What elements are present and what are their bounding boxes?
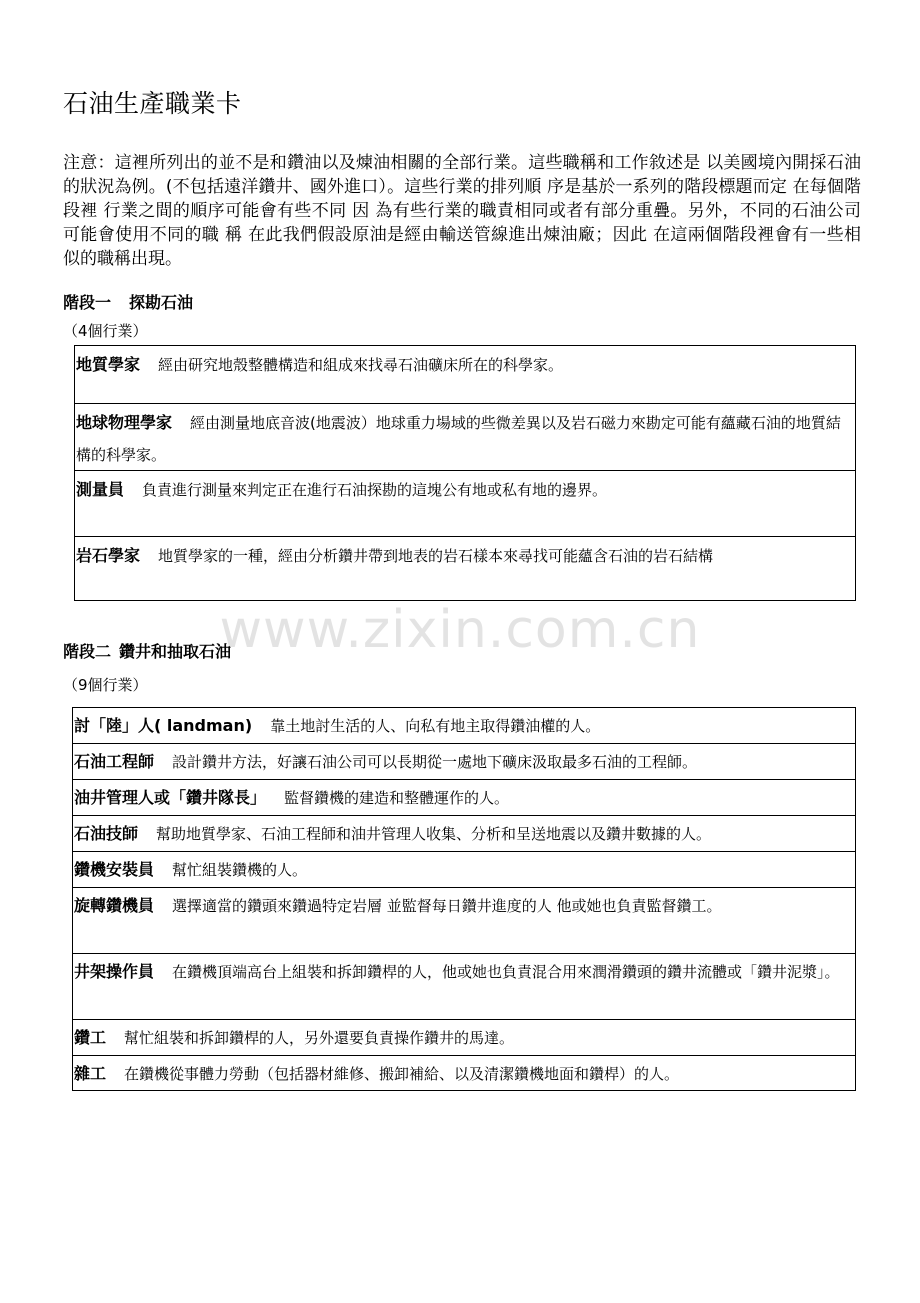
job-title: 鑽機安裝員 — [74, 860, 155, 879]
job-description: 地質學家的一種，經由分析鑽井帶到地表的岩石樣本來尋找可能蘊含石油的岩石結構 — [158, 547, 714, 565]
job-description: 在鑽機從事體力勞動（包括器材維修、搬卸補給、以及清潔鑽機地面和鑽桿）的人。 — [124, 1065, 680, 1083]
table-row — [75, 404, 855, 471]
job-description: 負責進行測量來判定正在進行石油探勘的這塊公有地或私有地的邊界。 — [142, 481, 608, 499]
job-description: 經由測量地底音波(地震波）地球重力場域的些微差異以及岩石磁力來勘定可能有蘊藏石油的地質結構的科學家。 — [76, 414, 841, 464]
stage-label: 階段一 — [63, 293, 112, 312]
job-title: 討「陸」人( landman) — [74, 716, 253, 735]
job-title: 旋轉鑽機員 — [74, 896, 155, 915]
stage-heading-1 — [63, 290, 193, 313]
job-description: 幫忙組裝和拆卸鑽桿的人，另外還要負責操作鑽井的馬達。 — [124, 1029, 515, 1047]
job-title: 雜工 — [74, 1064, 107, 1083]
job-table-stage-2 — [72, 707, 856, 1091]
table-row — [73, 954, 855, 1020]
table-row — [73, 780, 855, 816]
watermark: www.zixin.com.cn — [219, 600, 701, 660]
table-row — [73, 852, 855, 888]
job-description: 選擇適當的鑽頭來鑽過特定岩層 並監督每日鑽井進度的人 他或她也負責監督鑽工。 — [172, 897, 722, 915]
table-row — [75, 346, 855, 404]
job-title: 油井管理人或「鑽井隊長」 — [74, 788, 267, 807]
table-row — [73, 1056, 855, 1090]
table-row — [73, 744, 855, 780]
job-title: 石油工程師 — [74, 752, 155, 771]
job-title: 石油技師 — [74, 824, 139, 843]
job-title: 鑽工 — [74, 1028, 107, 1047]
job-title: 測量員 — [76, 480, 125, 499]
page-title: 石油生產職業卡 — [63, 89, 242, 118]
job-description: 在鑽機頂端高台上組裝和拆卸鑽桿的人，他或她也負責混合用來潤滑鑽頭的鑽井流體或「鑽井泥漿」。 — [172, 963, 840, 981]
job-description: 幫忙組裝鑽機的人。 — [172, 861, 308, 879]
stage-count-1: （4個行業） — [63, 322, 148, 340]
stage-count-2: （9個行業） — [63, 676, 148, 694]
job-table-stage-1 — [74, 345, 856, 601]
job-description: 幫助地質學家、石油工程師和油井管理人收集、分析和呈送地震以及鑽井數據的人。 — [156, 825, 712, 843]
job-title: 岩石學家 — [76, 546, 141, 565]
stage-label: 階段二 — [63, 642, 112, 661]
table-row — [75, 471, 855, 537]
job-title: 地球物理學家 — [76, 413, 173, 432]
job-description: 監督鑽機的建造和整體運作的人。 — [284, 789, 510, 807]
table-row — [75, 537, 855, 600]
table-row — [73, 888, 855, 954]
job-description: 設計鑽井方法，好讓石油公司可以長期從一處地下礦床汲取最多石油的工程師。 — [172, 753, 698, 771]
job-title: 地質學家 — [76, 355, 141, 374]
intro-paragraph: 注意：這裡所列出的並不是和鑽油以及煉油相關的全部行業。這些職稱和工作敘述是 以美國境內開採石油的狀況為例。(不包括遠洋鑽井、國外進口）。這些行業的排列順 序是基於一系列的階段標題而定 在每個階段裡 行業之間的順序可能會有些不同 因 為有些行業的職責相同或者有部分重疊。另外，不同的石油公司可能會使用不同的職 稱 在此我們假設原油是經由輸送管線進出煉油廠；因此 在這兩個階段裡會有一些相 似的職稱出現。 — [63, 153, 861, 269]
job-description: 經由研究地殼整體構造和組成來找尋石油礦床所在的科學家。 — [158, 356, 564, 374]
table-row — [73, 708, 855, 744]
job-description: 靠土地討生活的人、向私有地主取得鑽油權的人。 — [270, 717, 601, 735]
stage-name: 鑽井和抽取石油 — [119, 642, 232, 661]
stage-name: 探勘石油 — [129, 293, 194, 312]
job-title: 井架操作員 — [74, 962, 155, 981]
table-row — [73, 1020, 855, 1056]
table-row — [73, 816, 855, 852]
stage-heading-2 — [63, 639, 231, 662]
